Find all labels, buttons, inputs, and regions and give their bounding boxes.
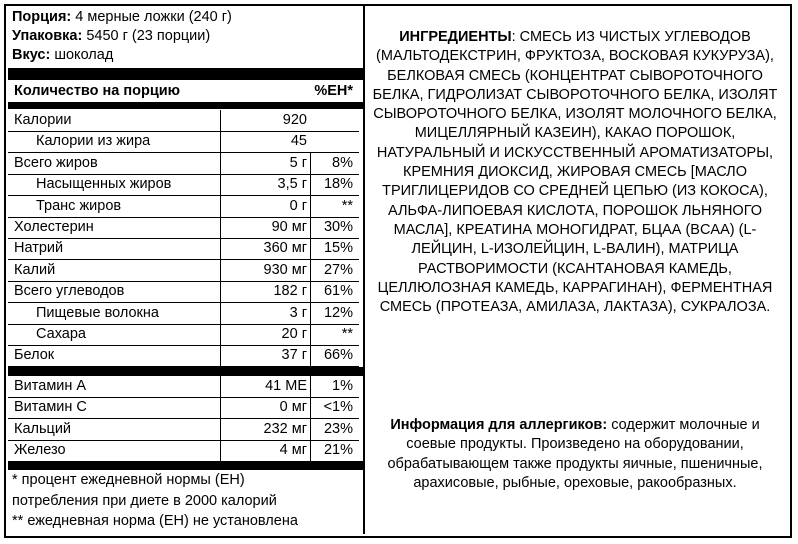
- allergen-label: Информация для аллергиков:: [390, 417, 608, 433]
- column-divider: [220, 281, 221, 302]
- nutrient-daily-value: 8%: [332, 155, 353, 171]
- nutrient-name: Калории: [14, 112, 72, 128]
- flavor-value: шоколад: [54, 47, 114, 63]
- ingredients-panel: [366, 4, 784, 534]
- nutrient-daily-value: 27%: [323, 262, 353, 278]
- daily-value-header: %ЕН*: [314, 83, 353, 99]
- column-divider: [220, 419, 221, 440]
- column-divider: [220, 131, 221, 152]
- thick-divider-bottom: [8, 461, 363, 470]
- table-row: [8, 110, 359, 131]
- nutrient-name: Всего углеводов: [14, 283, 125, 299]
- ingredients-list: : СМЕСЬ ИЗ ЧИСТЫХ УГЛЕВОДОВ (МАЛЬТОДЕКСТРИН, ФРУКТОЗА, ВОСКОВАЯ КУКУРУЗА), БЕЛКОВАЯ СМЕСЬ (КОНЦЕНТРАТ СЫВОРОТОЧНОГО БЕЛКА, ГИДРОЛИЗАТ СЫВОРОТОЧНОГО БЕЛКА, ИЗОЛЯТ СЫВОРОТОЧНОГО БЕЛКА, ИЗОЛЯТ МОЛОЧНОГО БЕЛКА, МИЦЕЛЛЯРНЫЙ КАЗЕИН), КАКАО ПОРОШОК, НАТУРАЛЬНЫЙ И ИСКУССТВЕННЫЙ АРОМАТИЗАТОРЫ, КРЕМНИЯ ДИОКСИД, ЖИРОВАЯ СМЕСЬ [МАСЛО ТРИГЛИЦЕРИДОВ СО СРЕДНЕЙ ЦЕПЬЮ (ИЗ КОКОСА), АЛЬФА-ЛИПОЕВАЯ КИСЛОТА, ПОРОШОК ЛЬНЯНОГО МАСЛА], КРЕАТИНА МОНОГИДРАТ, БЦАА (BCAA) (L-ЛЕЙЦИН, L-ИЗОЛЕЙЦИН, L-ВАЛИН), МАТРИЦА РАСТВОРИМОСТИ (КСАНТАНОВАЯ КАМЕДЬ, ЦЕЛЛЮЛОЗНАЯ КАМЕДЬ, КАРРАГИНАН), ФЕРМЕНТНАЯ СМЕСЬ (ПРОТЕАЗА, АМИЛАЗА, ЛАКТАЗА), СУКРАЛОЗА.: [372, 29, 778, 316]
- nutrient-daily-value: 21%: [323, 442, 353, 458]
- table-row: [8, 196, 359, 217]
- package-line: [4, 27, 363, 46]
- thick-divider-vitamins: [8, 367, 363, 376]
- nutrient-amount: 4 мг: [279, 442, 307, 458]
- column-divider: [220, 217, 221, 238]
- table-row: [8, 376, 359, 397]
- nutrient-amount: 3,5 г: [277, 176, 307, 192]
- column-divider: [310, 238, 311, 259]
- nutrient-amount: 182 г: [273, 283, 307, 299]
- column-divider: [310, 153, 311, 174]
- column-divider: [310, 217, 311, 238]
- column-divider: [220, 153, 221, 174]
- nutrient-amount: 20 г: [281, 326, 307, 342]
- flavor-label: Вкус:: [12, 47, 51, 63]
- package-label: Упаковка:: [12, 28, 83, 44]
- column-divider: [310, 196, 311, 217]
- nutrient-amount: 232 мг: [263, 421, 307, 437]
- table-row: [8, 440, 359, 461]
- nutrient-amount: 360 мг: [263, 240, 307, 256]
- footnote-2: потребления при диете в 2000 калорий: [12, 492, 277, 509]
- column-divider: [310, 345, 311, 366]
- nutrient-name: Натрий: [14, 240, 64, 256]
- table-row: [8, 303, 359, 324]
- column-divider: [220, 397, 221, 418]
- footnote-3: ** ежедневная норма (ЕН) не установлена: [12, 513, 298, 529]
- nutrient-daily-value: 1%: [332, 378, 353, 394]
- footnote-1: * процент ежедневной нормы (ЕН): [12, 472, 245, 488]
- nutrient-daily-value: 18%: [323, 176, 353, 192]
- serving-line: [4, 4, 363, 27]
- table-row: [8, 345, 359, 366]
- column-divider: [220, 260, 221, 281]
- nutrient-name: Витамин А: [14, 378, 87, 394]
- nutrient-daily-value: <1%: [323, 399, 353, 415]
- nutrient-name: Холестерин: [14, 219, 94, 235]
- column-divider: [220, 345, 221, 366]
- ingredients-label: ИНГРЕДИЕНТЫ: [399, 29, 512, 45]
- nutrient-daily-value: 61%: [323, 283, 353, 299]
- table-row: [8, 419, 359, 440]
- column-divider: [310, 397, 311, 418]
- nutrient-name: Калории из жира: [36, 133, 151, 149]
- serving-value: 4 мерные ложки (240 г): [75, 9, 232, 25]
- column-divider: [220, 196, 221, 217]
- table-row: [8, 238, 359, 259]
- nutrient-name: Сахара: [36, 326, 86, 342]
- thick-divider-top: [8, 68, 363, 80]
- nutrient-daily-value: 66%: [323, 347, 353, 363]
- nutrient-daily-value: **: [341, 198, 353, 214]
- package-value: 5450 г (23 порции): [86, 28, 211, 44]
- table-row: [8, 153, 359, 174]
- nutrient-amount: 930 мг: [263, 262, 307, 278]
- column-divider: [310, 174, 311, 195]
- column-divider: [220, 303, 221, 324]
- nutrient-daily-value: 15%: [323, 240, 353, 256]
- nutrient-name: Витамин С: [14, 399, 87, 415]
- column-divider: [220, 174, 221, 195]
- thick-divider-header: [8, 102, 363, 109]
- nutrient-amount: 41 МЕ: [265, 378, 307, 394]
- nutrient-amount: 920: [282, 112, 307, 128]
- nutrient-name: Кальций: [14, 421, 72, 437]
- nutrient-daily-value: 23%: [323, 421, 353, 437]
- column-divider: [220, 238, 221, 259]
- nutrient-amount: 0 г: [289, 198, 307, 214]
- column-divider: [310, 303, 311, 324]
- table-row: [8, 281, 359, 302]
- column-divider: [220, 440, 221, 461]
- column-divider: [220, 376, 221, 397]
- column-divider: [220, 324, 221, 345]
- nutrient-amount: 90 мг: [271, 219, 307, 235]
- flavor-line: [4, 46, 363, 65]
- serving-label: Порция:: [12, 9, 72, 25]
- nutrient-amount: 3 г: [289, 305, 307, 321]
- nutrient-name: Калий: [14, 262, 56, 278]
- table-row: [8, 217, 359, 238]
- table-row: [8, 260, 359, 281]
- nutrient-amount: 0 мг: [279, 399, 307, 415]
- nutrient-name: Насыщенных жиров: [36, 176, 172, 192]
- nutrient-amount: 5 г: [289, 155, 307, 171]
- column-divider: [310, 260, 311, 281]
- allergen-info: содержит молочные и соевые продукты. Произведено на оборудовании, обрабатывающем также продукты яичные, пшеничные, арахисовые, рыбные, ореховые, ракообразных.: [387, 417, 763, 491]
- column-header: [8, 81, 359, 101]
- nutrition-facts-panel: [4, 4, 365, 534]
- nutrient-name: Всего жиров: [14, 155, 98, 171]
- nutrient-daily-value: 12%: [323, 305, 353, 321]
- column-divider: [310, 324, 311, 345]
- nutrient-daily-value: 30%: [323, 219, 353, 235]
- column-divider: [310, 281, 311, 302]
- column-divider: [220, 110, 221, 131]
- table-row: [8, 324, 359, 345]
- column-divider: [310, 419, 311, 440]
- nutrient-name: Белок: [14, 347, 55, 363]
- column-divider: [310, 440, 311, 461]
- nutrient-amount: 37 г: [281, 347, 307, 363]
- allergen-text: [370, 416, 780, 493]
- ingredients-text: [370, 28, 780, 317]
- nutrient-name: Железо: [14, 442, 66, 458]
- nutrient-daily-value: **: [341, 326, 353, 342]
- nutrient-name: Пищевые волокна: [36, 305, 159, 321]
- nutrient-name: Транс жиров: [36, 198, 122, 214]
- table-row: [8, 397, 359, 418]
- nutrient-amount: 45: [290, 133, 307, 149]
- table-row: [8, 131, 359, 152]
- column-divider: [310, 376, 311, 397]
- table-row: [8, 174, 359, 195]
- amount-per-serving-header: Количество на порцию: [14, 83, 181, 99]
- footnotes: [12, 470, 298, 532]
